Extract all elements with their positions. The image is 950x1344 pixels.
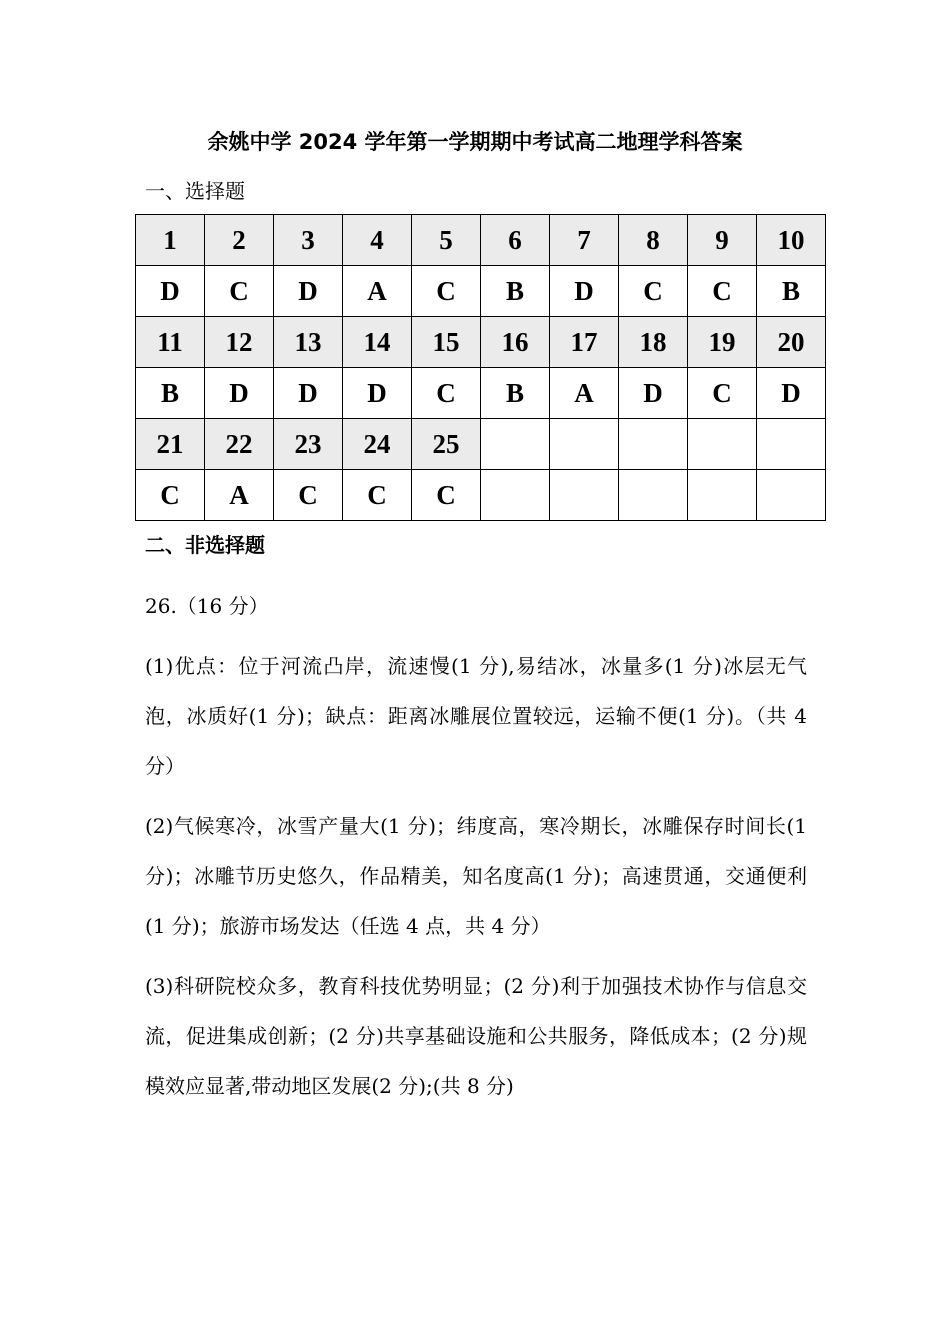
- answer-table: [135, 214, 826, 521]
- empty-cell: [481, 419, 550, 470]
- question-number-cell: 3: [274, 215, 343, 266]
- table-row-question-numbers: [136, 215, 826, 266]
- question-number-cell: 22: [205, 419, 274, 470]
- question-number-cell: 11: [136, 317, 205, 368]
- section-heading-non-multiple-choice: 二、非选择题: [145, 533, 265, 557]
- question-number-cell: 9: [688, 215, 757, 266]
- document-title: 余姚中学 2024 学年第一学期期中考试高二地理学科答案: [207, 130, 743, 154]
- table-row-answers: [136, 368, 826, 419]
- empty-cell: [550, 470, 619, 521]
- answer-cell: D: [550, 266, 619, 317]
- answer-cell: D: [343, 368, 412, 419]
- table-row-answers: [136, 470, 826, 521]
- empty-cell: [757, 419, 826, 470]
- answer-cell: C: [619, 266, 688, 317]
- answer-cell: C: [412, 368, 481, 419]
- question-number-cell: 14: [343, 317, 412, 368]
- answer-cell: A: [550, 368, 619, 419]
- question-26-part-3: (3)科研院校众多，教育科技优势明显；(2 分)利于加强技术协作与信息交流，促进集成创新；(2 分)共享基础设施和公共服务，降低成本；(2 分)规模效应显著,带动地区发展(2 分);(共 8 分): [145, 974, 807, 1098]
- table-row-answers: [136, 266, 826, 317]
- empty-cell: [688, 419, 757, 470]
- answer-cell: A: [205, 470, 274, 521]
- question-number-cell: 7: [550, 215, 619, 266]
- question-26-part-1: (1)优点：位于河流凸岸，流速慢(1 分),易结冰，冰量多(1 分)冰层无气泡，冰质好(1 分)；缺点：距离冰雕展位置较远，运输不便(1 分)。（共 4 分）: [145, 654, 807, 778]
- answer-cell: C: [136, 470, 205, 521]
- empty-cell: [481, 470, 550, 521]
- section-heading-multiple-choice: 一、选择题: [145, 179, 245, 203]
- answer-cell: B: [481, 368, 550, 419]
- question-number-cell: 24: [343, 419, 412, 470]
- answer-cell: C: [688, 368, 757, 419]
- answer-cell: B: [481, 266, 550, 317]
- question-number-cell: 20: [757, 317, 826, 368]
- question-number-cell: 10: [757, 215, 826, 266]
- question-number-cell: 16: [481, 317, 550, 368]
- answer-cell: C: [274, 470, 343, 521]
- empty-cell: [757, 470, 826, 521]
- answer-cell: C: [205, 266, 274, 317]
- answer-cell: C: [412, 470, 481, 521]
- question-number-cell: 17: [550, 317, 619, 368]
- table-row-question-numbers: [136, 419, 826, 470]
- question-number-cell: 13: [274, 317, 343, 368]
- question-number-cell: 18: [619, 317, 688, 368]
- question-26-part-2: (2)气候寒冷，冰雪产量大(1 分)；纬度高，寒冷期长，冰雕保存时间长(1 分)；冰雕节历史悠久，作品精美，知名度高(1 分)；高速贯通，交通便利(1 分)；旅游市场发达（任选 4 点，共 4 分）: [145, 814, 807, 938]
- question-number-cell: 21: [136, 419, 205, 470]
- empty-cell: [550, 419, 619, 470]
- question-26-heading: 26.（16 分）: [145, 594, 269, 618]
- question-number-cell: 1: [136, 215, 205, 266]
- empty-cell: [688, 470, 757, 521]
- answer-cell: C: [412, 266, 481, 317]
- answer-cell: D: [274, 266, 343, 317]
- answer-cell: D: [274, 368, 343, 419]
- question-number-cell: 8: [619, 215, 688, 266]
- answer-cell: B: [136, 368, 205, 419]
- empty-cell: [619, 419, 688, 470]
- question-number-cell: 5: [412, 215, 481, 266]
- answer-cell: B: [757, 266, 826, 317]
- question-number-cell: 23: [274, 419, 343, 470]
- answer-cell: D: [619, 368, 688, 419]
- question-number-cell: 15: [412, 317, 481, 368]
- question-number-cell: 12: [205, 317, 274, 368]
- question-number-cell: 2: [205, 215, 274, 266]
- answer-cell: C: [343, 470, 412, 521]
- answer-cell: A: [343, 266, 412, 317]
- question-number-cell: 25: [412, 419, 481, 470]
- question-number-cell: 4: [343, 215, 412, 266]
- table-row-question-numbers: [136, 317, 826, 368]
- answer-cell: D: [757, 368, 826, 419]
- question-number-cell: 6: [481, 215, 550, 266]
- empty-cell: [619, 470, 688, 521]
- answer-cell: D: [136, 266, 205, 317]
- answer-cell: D: [205, 368, 274, 419]
- question-number-cell: 19: [688, 317, 757, 368]
- answer-cell: C: [688, 266, 757, 317]
